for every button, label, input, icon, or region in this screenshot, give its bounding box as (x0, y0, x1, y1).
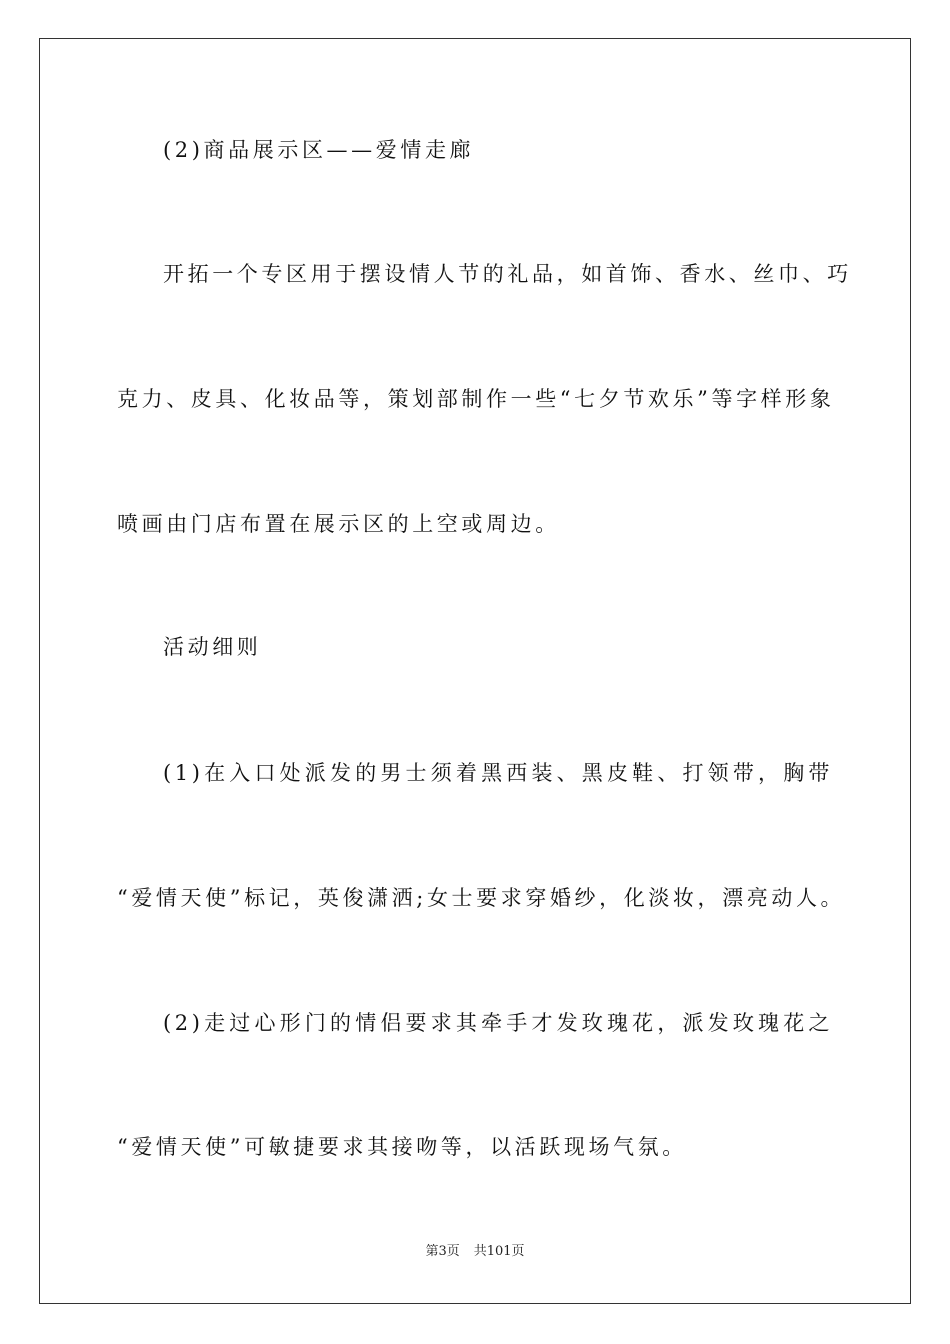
paragraph-line: 克力、皮具、化妆品等，策划部制作一些“七夕节欢乐”等字样形象 (117, 387, 835, 411)
page-number: 第3页 (425, 1244, 460, 1259)
page-border (39, 38, 911, 1304)
page-footer (0, 1243, 950, 1261)
paragraph-line: “爱情天使”可敏捷要求其接吻等，以活跃现场气氛。 (117, 1135, 687, 1159)
paragraph-line: (2)走过心形门的情侣要求其牵手才发玫瑰花，派发玫瑰花之 (163, 1011, 833, 1035)
paragraph-line: 开拓一个专区用于摆设情人节的礼品，如首饰、香水、丝巾、巧 (163, 262, 852, 286)
paragraph-line: (1)在入口处派发的男士须着黑西装、黑皮鞋、打领带，胸带 (163, 761, 833, 785)
paragraph-line: 喷画由门店布置在展示区的上空或周边。 (117, 512, 560, 536)
paragraph-line: “爱情天使”标记，英俊潇洒;女士要求穿婚纱，化淡妆，漂亮动人。 (117, 886, 846, 910)
subheading-product-display: (2)商品展示区——爱情走廊 (163, 138, 475, 162)
section-heading-activity-rules: 活动细则 (163, 635, 262, 659)
total-pages: 共101页 (473, 1244, 525, 1259)
